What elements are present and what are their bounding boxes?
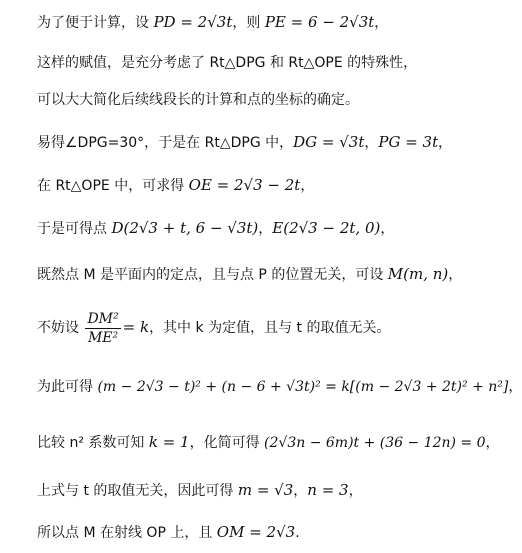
line-4-text-b: ， xyxy=(364,135,379,151)
line-6-text-a: 于是可得点 xyxy=(37,221,112,237)
line-11-text-b: ， xyxy=(293,483,308,499)
text-line-5 xyxy=(37,175,500,196)
fraction-numerator: DM² xyxy=(87,310,119,327)
line-7-text-a: 既然点 M 是平面内的定点，且与点 P 的位置无关，可设 xyxy=(37,267,388,283)
ratio-fraction xyxy=(85,310,120,347)
line-4-text-a: 易得∠DPG=30°，于是在 Rt△DPG 中， xyxy=(37,135,294,151)
line-8-math-k: = k xyxy=(122,318,150,336)
line-7-math-point-m: M(m, n) xyxy=(387,265,449,283)
line-1-text-b: ，则 xyxy=(232,15,265,31)
line-6-math-point-d: D(2√3 + t, 6 − √3t) xyxy=(111,219,259,237)
text-line-9 xyxy=(37,377,522,397)
text-line-10 xyxy=(37,432,500,453)
line-11-math-m: m = √3 xyxy=(237,481,294,499)
line-1-math-pd: PD = 2√3t xyxy=(153,13,233,31)
line-2-text: 这样的赋值，是充分考虑了 Rt△DPG 和 Rt△OPE 的特殊性， xyxy=(37,55,418,71)
line-3-text: 可以大大简化后续线段长的计算和点的坐标的确定。 xyxy=(37,92,359,108)
text-line-11 xyxy=(37,480,500,501)
line-11-text-a: 上式与 t 的取值无关，因此可得 xyxy=(37,483,238,499)
line-1-math-pe: PE = 6 − 2√3t xyxy=(264,13,375,31)
line-10-text-a: 比较 n² 系数可知 xyxy=(37,435,149,451)
text-line-1 xyxy=(37,12,500,33)
line-9-text-b: ， xyxy=(508,379,522,395)
text-line-12 xyxy=(37,522,500,543)
text-line-8 xyxy=(37,307,500,348)
line-10-text-c: ， xyxy=(485,435,500,451)
line-8-text-a: 不妨设 xyxy=(37,320,84,336)
line-4-math-pg: PG = 3t xyxy=(378,133,439,151)
line-12-math-om: OM = 2√3 xyxy=(216,523,296,541)
text-line-4 xyxy=(37,132,500,153)
line-5-math-oe: OE = 2√3 − 2t xyxy=(188,176,301,194)
line-9-text-a: 为此可得 xyxy=(37,379,98,395)
text-line-2 xyxy=(37,53,500,73)
line-9-math-equation: (m − 2√3 − t)² + (n − 6 + √3t)² = k[(m − 2√3 + 2t)² + n²] xyxy=(97,379,509,395)
line-5-text-a: 在 Rt△OPE 中，可求得 xyxy=(37,178,189,194)
line-6-math-point-e: E(2√3 − 2t, 0) xyxy=(272,219,381,237)
line-4-text-c: ， xyxy=(438,135,453,151)
fraction-denominator: ME² xyxy=(87,329,119,346)
line-10-math-k: k = 1 xyxy=(148,433,190,451)
line-1-text-c: ， xyxy=(374,15,389,31)
line-10-math-simplified: (2√3n − 6m)t + (36 − 12n) = 0 xyxy=(264,435,486,451)
line-12-text-b: . xyxy=(295,525,300,541)
text-line-3 xyxy=(37,90,500,110)
text-line-6 xyxy=(37,218,500,239)
line-6-text-b: ， xyxy=(258,221,273,237)
line-4-math-dg: DG = √3t xyxy=(293,133,365,151)
line-7-text-b: ， xyxy=(448,267,463,283)
line-11-math-n: n = 3 xyxy=(307,481,349,499)
line-5-text-b: ， xyxy=(300,178,315,194)
line-12-text-a: 所以点 M 在射线 OP 上，且 xyxy=(37,525,217,541)
text-line-7 xyxy=(37,264,500,285)
line-10-text-b: ，化简可得 xyxy=(189,435,265,451)
line-8-text-b: ，其中 k 为定值，且与 t 的取值无关。 xyxy=(149,320,391,336)
line-11-text-c: ， xyxy=(348,483,363,499)
line-6-text-c: ， xyxy=(380,221,395,237)
line-1-text-a: 为了便于计算，设 xyxy=(37,15,154,31)
